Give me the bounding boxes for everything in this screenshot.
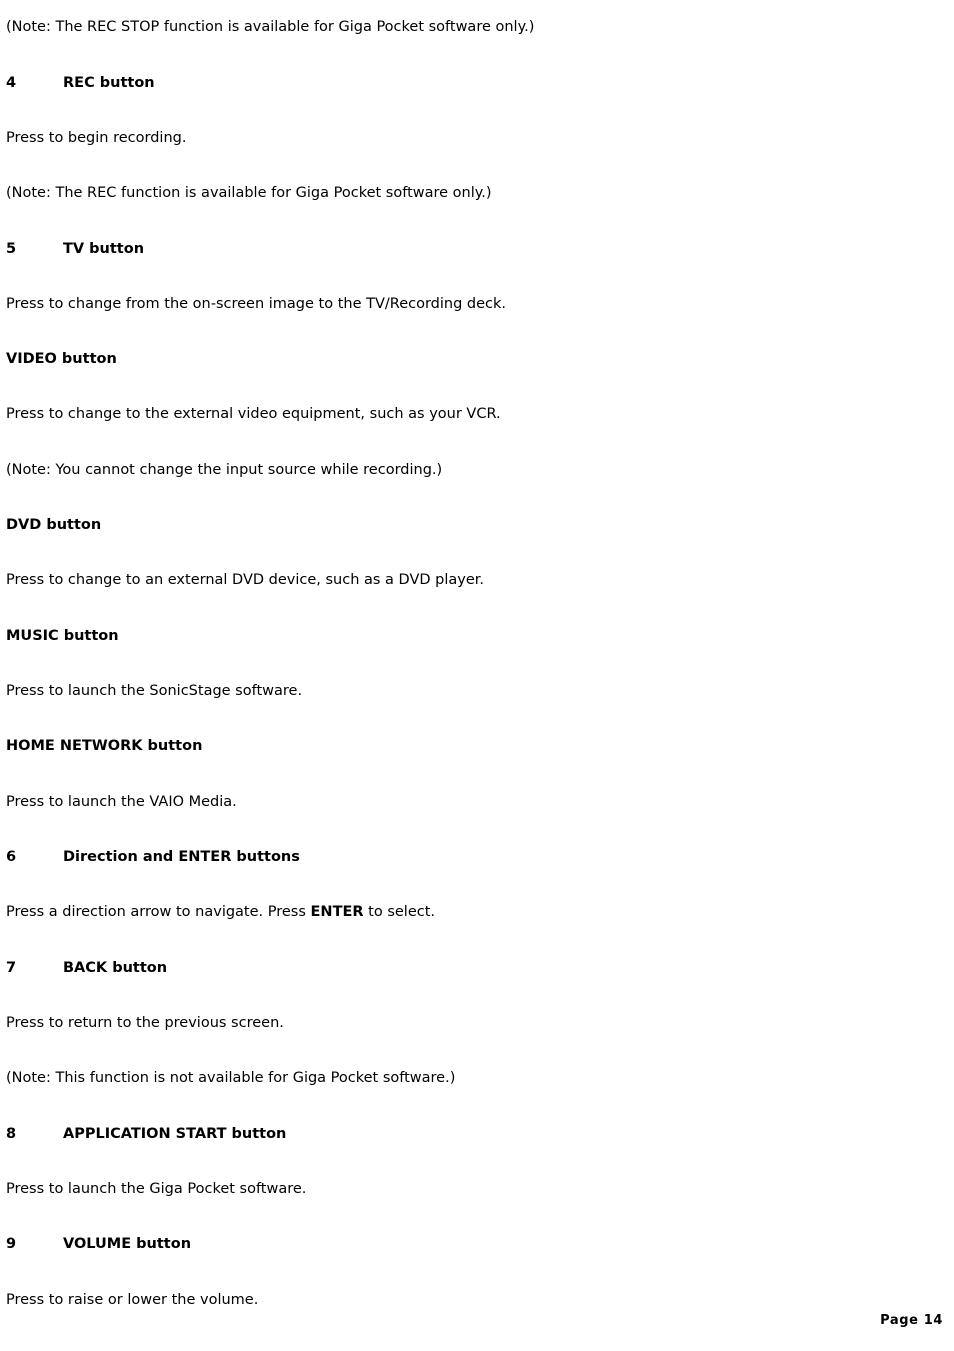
- section-heading: [6, 959, 167, 977]
- section-title: TV button: [63, 241, 145, 257]
- paragraph: [6, 903, 435, 921]
- paragraph: Press to change to an external DVD device, such as a DVD player.: [6, 572, 485, 588]
- section-heading: [6, 627, 119, 645]
- paragraph-text: Press a direction arrow to navigate. Press: [6, 904, 311, 920]
- section-number: 9: [6, 1236, 17, 1252]
- emphasized-key: ENTER: [310, 904, 364, 920]
- page-number: Page 14: [880, 1313, 943, 1328]
- section-heading: [6, 1125, 286, 1143]
- section-number: 6: [6, 849, 17, 865]
- section-number: 7: [6, 960, 17, 976]
- section-number: 5: [6, 241, 17, 257]
- section-heading: [6, 516, 101, 534]
- paragraph: Press to change from the on-screen image to the TV/Recording deck.: [6, 296, 507, 312]
- paragraph: Press to launch the VAIO Media.: [6, 794, 237, 810]
- section-title: BACK button: [63, 960, 168, 976]
- section-title: DVD button: [6, 517, 102, 533]
- paragraph: Press to raise or lower the volume.: [6, 1292, 259, 1308]
- note-text: (Note: The REC STOP function is available for Giga Pocket software only.): [6, 19, 535, 35]
- paragraph: Press to return to the previous screen.: [6, 1015, 284, 1031]
- note-text: (Note: You cannot change the input source while recording.): [6, 462, 443, 478]
- section-heading: [6, 1235, 191, 1253]
- section-title: HOME NETWORK button: [6, 738, 203, 754]
- section-number: 4: [6, 75, 17, 91]
- section-heading: [6, 848, 300, 866]
- section-title: Direction and ENTER buttons: [63, 849, 300, 865]
- paragraph: Press to launch the SonicStage software.: [6, 683, 303, 699]
- note-text: (Note: This function is not available for Giga Pocket software.): [6, 1070, 456, 1086]
- section-heading: [6, 74, 155, 92]
- paragraph-text: to select.: [363, 904, 436, 920]
- section-number: 8: [6, 1126, 17, 1142]
- section-title: MUSIC button: [6, 628, 119, 644]
- note-text: (Note: The REC function is available for Giga Pocket software only.): [6, 185, 492, 201]
- section-heading: [6, 350, 117, 368]
- section-heading: [6, 737, 202, 755]
- section-heading: [6, 240, 144, 258]
- paragraph: Press to change to the external video equipment, such as your VCR.: [6, 406, 501, 422]
- section-title: REC button: [63, 75, 155, 91]
- section-title: APPLICATION START button: [63, 1126, 287, 1142]
- section-title: VOLUME button: [63, 1236, 192, 1252]
- paragraph: Press to begin recording.: [6, 130, 187, 146]
- section-title: VIDEO button: [6, 351, 117, 367]
- paragraph: Press to launch the Giga Pocket software.: [6, 1181, 307, 1197]
